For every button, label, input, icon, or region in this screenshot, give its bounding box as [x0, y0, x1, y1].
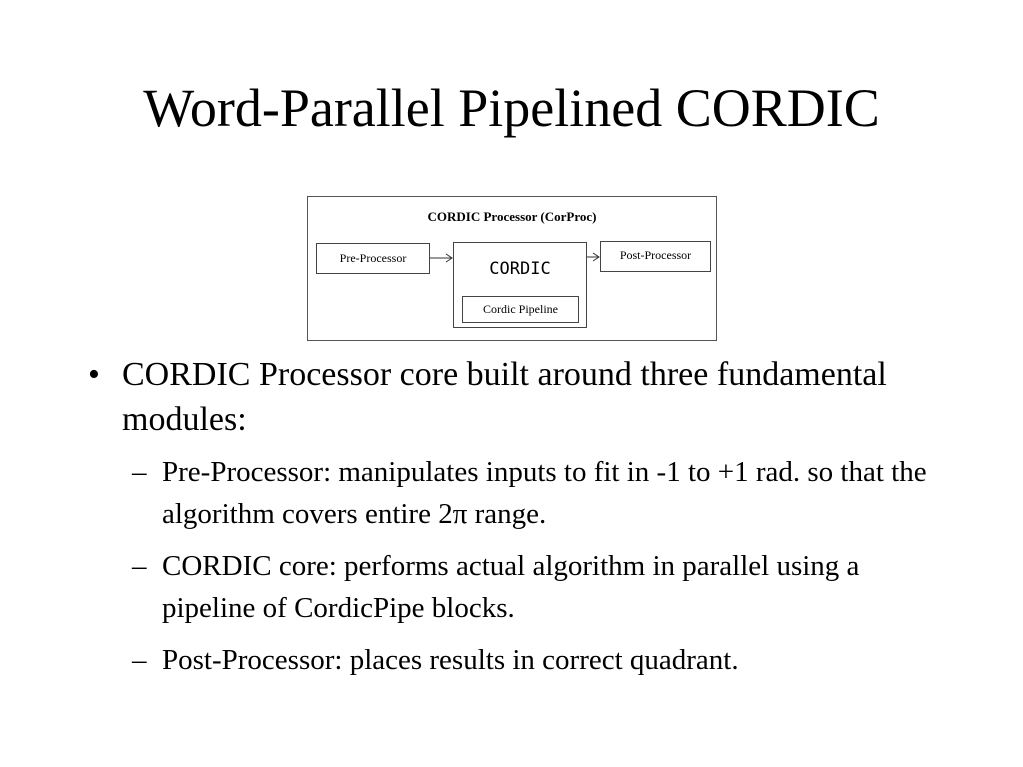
sub-bullet-dash: – [132, 456, 147, 488]
sub-bullet-text: Post-Processor: places results in correct quadrant. [162, 644, 739, 676]
sub-bullet-item [88, 545, 938, 629]
sub-bullet-dash: – [132, 644, 147, 676]
cordic-label: CORDIC [489, 259, 551, 279]
sub-bullet-item [88, 639, 938, 681]
main-bullet [88, 352, 938, 442]
pre-processor-block: Pre-Processor [316, 243, 430, 274]
main-bullet-text: CORDIC Processor core built around three fundamental modules: [122, 356, 887, 438]
sub-bullet-item [88, 451, 938, 535]
sub-bullet-text: CORDIC core: performs actual algorithm in parallel using a pipeline of CordicPipe blocks. [162, 550, 860, 624]
bullet-dot: • [88, 356, 100, 393]
diagram-title: CORDIC Processor (CorProc) [427, 209, 597, 224]
post-processor-block: Post-Processor [600, 241, 711, 272]
sub-bullet-text: Pre-Processor: manipulates inputs to fit in -1 to +1 rad. so that the algorithm covers entire 2π range. [162, 456, 927, 530]
slide-title: Word-Parallel Pipelined CORDIC [143, 78, 880, 138]
sub-bullet-dash: – [132, 550, 147, 582]
cordic-pipeline-block: Cordic Pipeline [462, 296, 579, 323]
cordic-processor-diagram [307, 196, 717, 341]
bullet-list [88, 352, 938, 691]
sub-bullet-list [88, 451, 938, 681]
